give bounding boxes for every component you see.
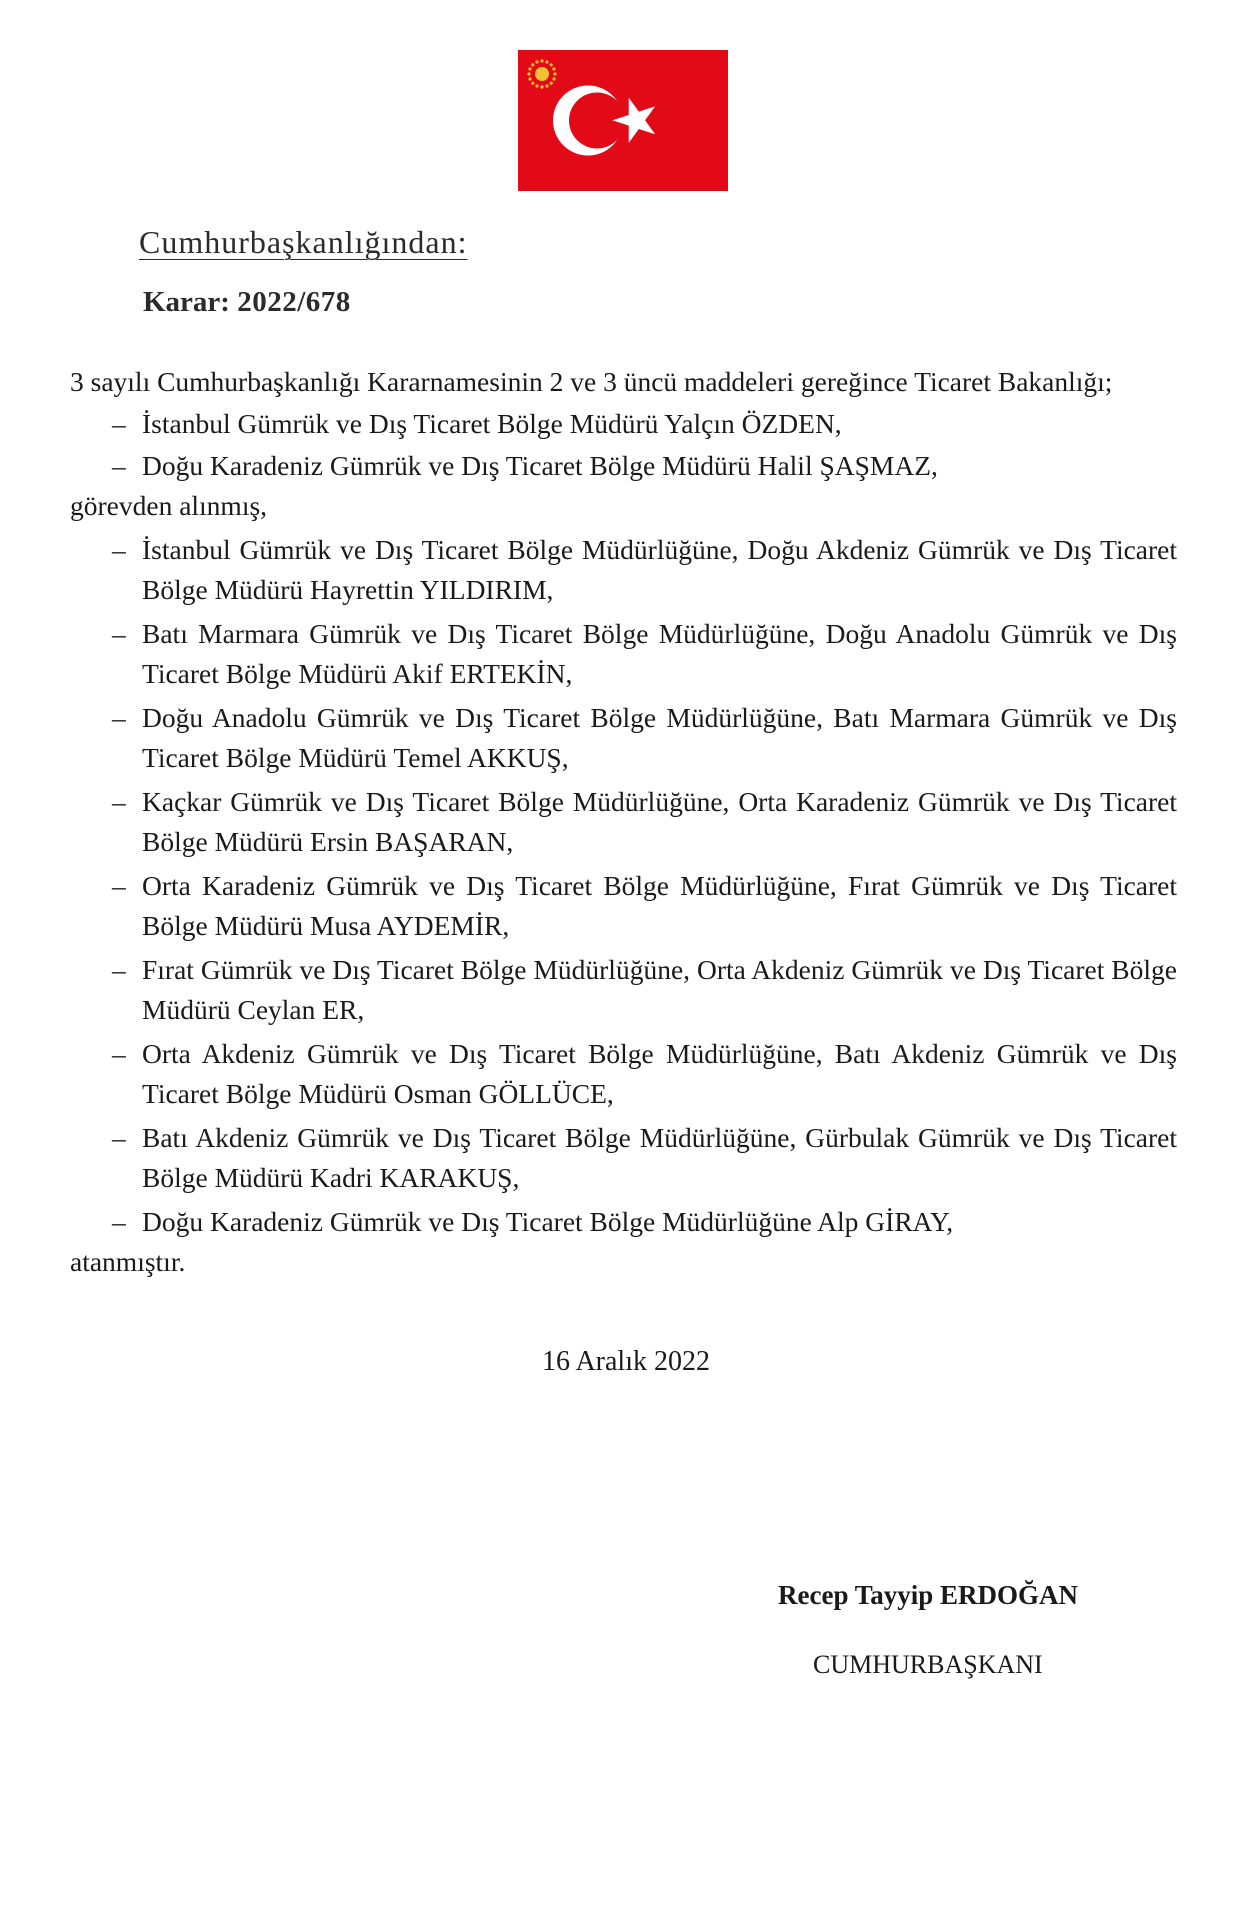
decision-label: Karar: (143, 286, 230, 318)
dash-mark: – (112, 534, 126, 565)
closing-text: atanmıştır. (70, 1246, 186, 1277)
issuer-heading: Cumhurbaşkanlığından: (139, 224, 468, 260)
dismissal-text: Doğu Karadeniz Gümrük ve Dış Ticaret Bölge Müdürü Halil ŞAŞMAZ, (142, 450, 938, 481)
appointment-text: Batı Akdeniz Gümrük ve Dış Ticaret Bölge Müdürlüğüne, Gürbulak Gümrük ve Dış Ticaret Bölge Müdürü Kadri KARAKUŞ, (142, 1122, 1177, 1193)
list-item (70, 782, 1177, 862)
list-item (70, 1118, 1177, 1198)
dash-mark: – (112, 702, 126, 733)
intro-paragraph: 3 sayılı Cumhurbaşkanlığı Kararnamesinin 2 ve 3 üncü maddeleri gereğince Ticaret Bakanlığı; (70, 366, 1113, 397)
signer-name: Recep Tayyip ERDOĞAN (778, 1580, 1079, 1610)
list-item (70, 1034, 1177, 1114)
appointment-text: Orta Karadeniz Gümrük ve Dış Ticaret Bölge Müdürlüğüne, Fırat Gümrük ve Dış Ticaret Bölge Müdürü Musa AYDEMİR, (142, 870, 1177, 941)
list-item (70, 1202, 1177, 1242)
dash-mark: – (112, 786, 126, 817)
appointment-text: İstanbul Gümrük ve Dış Ticaret Bölge Müdürlüğüne, Doğu Akdeniz Gümrük ve Dış Ticaret Bölge Müdürü Hayrettin YILDIRIM, (142, 534, 1177, 605)
signer-title: CUMHURBAŞKANI (813, 1650, 1043, 1679)
dismissal-text: İstanbul Gümrük ve Dış Ticaret Bölge Müdürü Yalçın ÖZDEN, (142, 408, 842, 439)
dash-mark: – (112, 450, 126, 481)
turkish-flag-image (518, 50, 728, 191)
appointment-text: Doğu Karadeniz Gümrük ve Dış Ticaret Bölge Müdürlüğüne Alp GİRAY, (142, 1206, 954, 1237)
dash-mark: – (112, 618, 126, 649)
appointment-text: Doğu Anadolu Gümrük ve Dış Ticaret Bölge Müdürlüğüne, Batı Marmara Gümrük ve Dış Ticaret Bölge Müdürü Temel AKKUŞ, (142, 702, 1177, 773)
appointment-text: Orta Akdeniz Gümrük ve Dış Ticaret Bölge Müdürlüğüne, Batı Akdeniz Gümrük ve Dış Ticaret Bölge Müdürü Osman GÖLLÜCE, (142, 1038, 1177, 1109)
dash-mark: – (112, 954, 126, 985)
dash-mark: – (112, 1122, 126, 1153)
decision-date: 16 Aralık 2022 (542, 1346, 710, 1377)
dash-mark: – (112, 870, 126, 901)
appointment-text: Fırat Gümrük ve Dış Ticaret Bölge Müdürlüğüne, Orta Akdeniz Gümrük ve Dış Ticaret Bölge Müdürü Ceylan ER, (142, 954, 1177, 1025)
list-item (70, 614, 1177, 694)
list-item (70, 866, 1177, 946)
dash-mark: – (112, 408, 126, 439)
list-item (70, 404, 1177, 444)
dash-mark: – (112, 1206, 126, 1237)
list-item (70, 530, 1177, 610)
dash-mark: – (112, 1038, 126, 1069)
decision-number: 2022/678 (237, 286, 351, 318)
decision-line (143, 286, 351, 319)
appointment-text: Kaçkar Gümrük ve Dış Ticaret Bölge Müdürlüğüne, Orta Karadeniz Gümrük ve Dış Ticaret Bölge Müdürü Ersin BAŞARAN, (142, 786, 1177, 857)
decision-body (70, 362, 1177, 1282)
dismissal-closing: görevden alınmış, (70, 490, 268, 521)
appointment-text: Batı Marmara Gümrük ve Dış Ticaret Bölge Müdürlüğüne, Doğu Anadolu Gümrük ve Dış Ticaret Bölge Müdürü Akif ERTEKİN, (142, 618, 1177, 689)
list-item (70, 446, 1177, 486)
list-item (70, 950, 1177, 1030)
list-item (70, 698, 1177, 778)
